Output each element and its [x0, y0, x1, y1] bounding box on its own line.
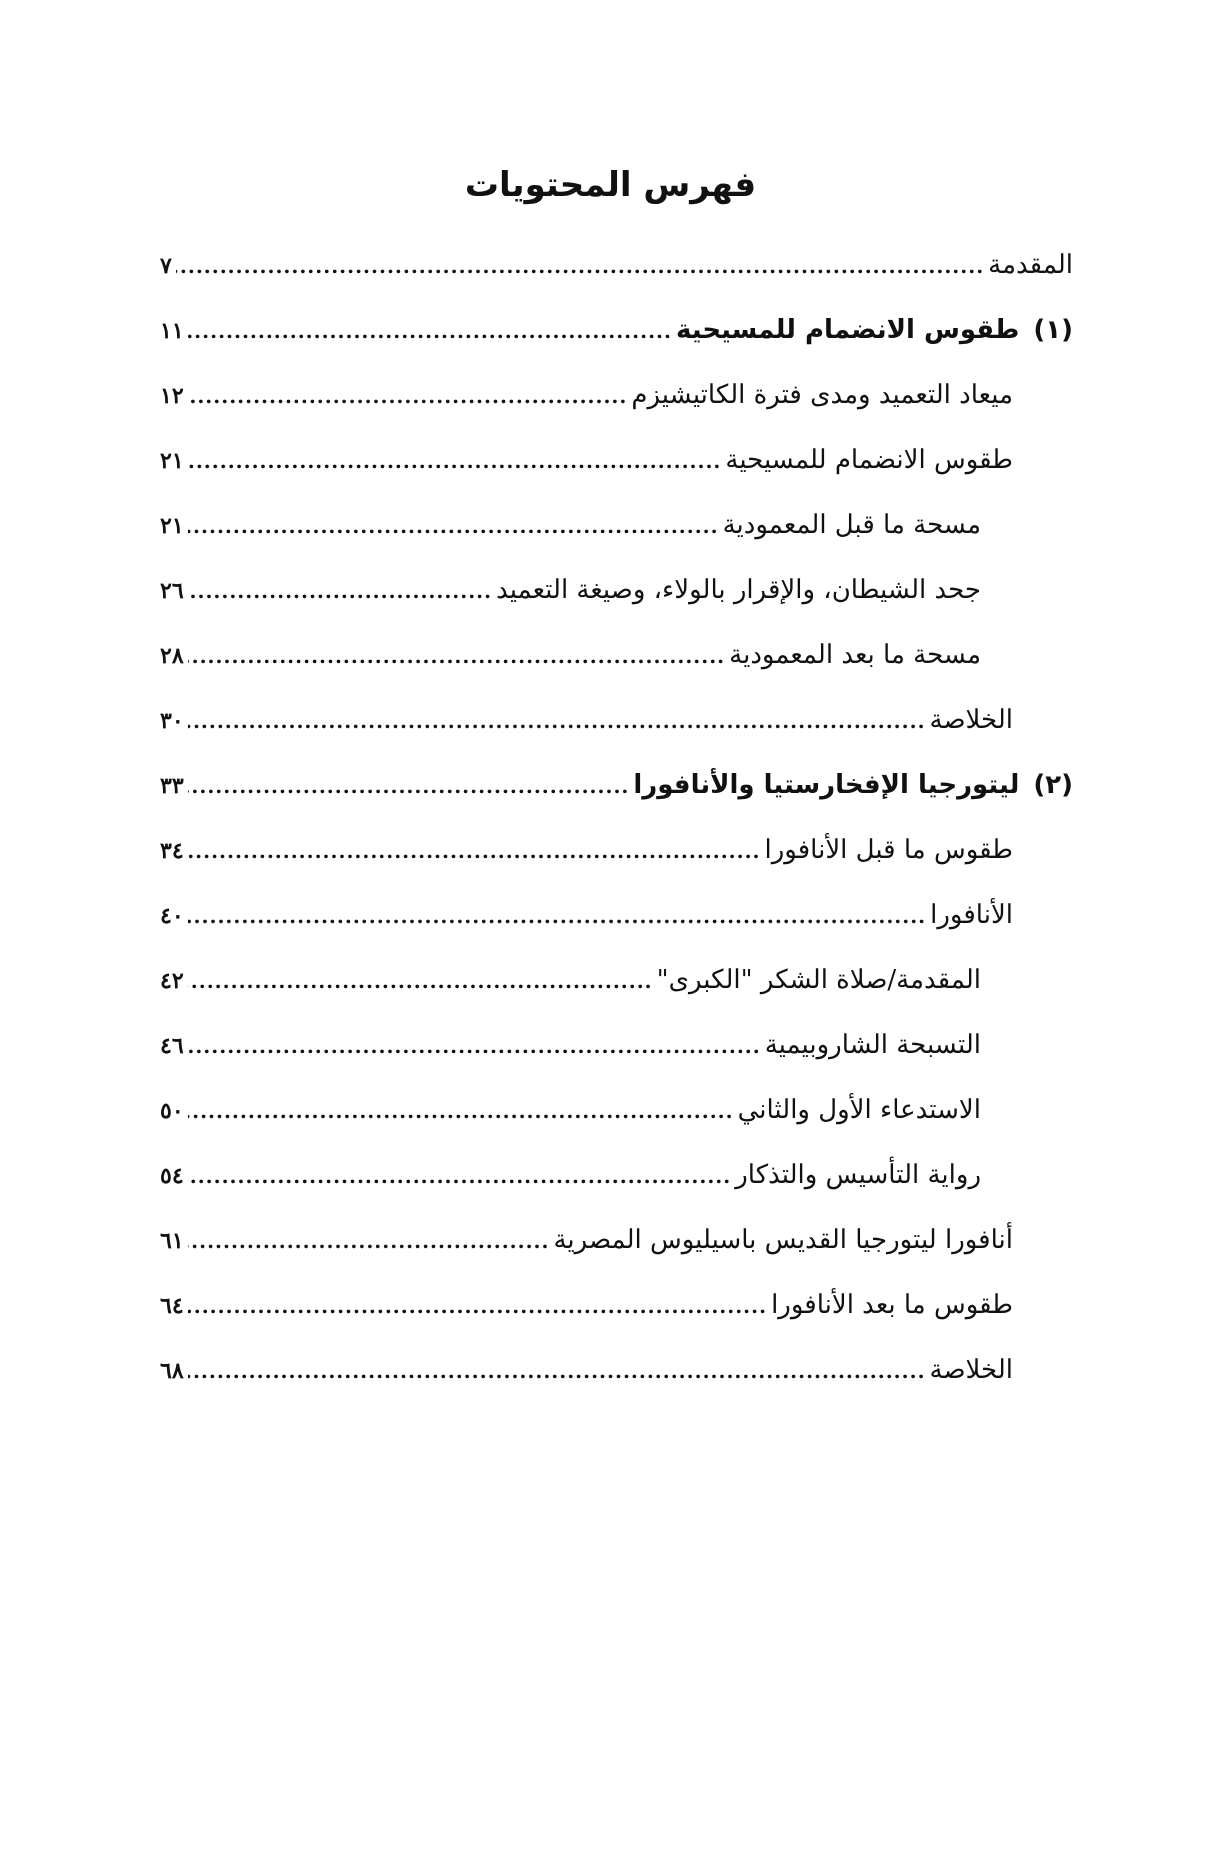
toc-entry-label: مسحة ما قبل المعمودية — [722, 510, 981, 540]
toc-entry[interactable] — [160, 565, 981, 615]
dot-leader — [188, 1281, 767, 1331]
toc-chapter-entry[interactable] — [160, 305, 1073, 355]
toc-entry-page: ١١ — [160, 318, 184, 344]
toc-chapter-entry[interactable] — [160, 760, 1073, 810]
toc-entry-label: جحد الشيطان، والإقرار بالولاء، وصيغة التعميد — [496, 575, 981, 605]
dot-leader — [188, 826, 761, 876]
chapter-number: (٢) — [1033, 770, 1073, 800]
toc-entry-page: ٣٣ — [160, 773, 184, 799]
toc-entry-page: ٢٨ — [160, 643, 184, 669]
toc-entry-label: مسحة ما بعد المعمودية — [729, 640, 981, 670]
toc-entry[interactable] — [160, 1020, 981, 1070]
toc-entry[interactable] — [160, 695, 1013, 745]
toc-entry-label: الأنافورا — [930, 900, 1013, 930]
toc-entry-page: ٣٠ — [160, 708, 184, 734]
toc-entry-page: ١٢ — [160, 383, 184, 409]
toc-entry-page: ٤٢ — [160, 968, 184, 994]
dot-leader — [188, 306, 672, 356]
toc-entry-page: ٣٤ — [160, 838, 184, 864]
chapter-number: (١) — [1033, 315, 1073, 345]
toc-entry-label: الخلاصة — [929, 1355, 1013, 1385]
dot-leader — [188, 891, 927, 941]
toc-entry-page: ٢١ — [160, 513, 184, 539]
dot-leader — [188, 956, 653, 1006]
toc-entry-page: ٦٤ — [160, 1293, 184, 1319]
toc-entry[interactable] — [160, 890, 1013, 940]
toc-entry[interactable] — [160, 435, 1013, 485]
toc-entry-label: ميعاد التعميد ومدى فترة الكاتيشيزم — [631, 380, 1013, 410]
toc-entry-label: أنافورا ليتورجيا القديس باسيليوس المصرية — [553, 1225, 1013, 1255]
toc-entry[interactable] — [160, 630, 981, 680]
toc-entry-page: ٧ — [160, 253, 172, 279]
dot-leader — [188, 566, 492, 616]
toc-entry[interactable] — [160, 825, 1013, 875]
toc-entry-page: ٦١ — [160, 1228, 184, 1254]
toc-entry-label: الخلاصة — [929, 705, 1013, 735]
dot-leader — [188, 1216, 550, 1266]
toc-entry-page: ٦٨ — [160, 1358, 184, 1384]
toc-entry-page: ٤٦ — [160, 1033, 184, 1059]
toc-entry[interactable] — [160, 370, 1013, 420]
toc-entry-page: ٥٠ — [160, 1098, 184, 1124]
toc-entry[interactable] — [160, 1280, 1013, 1330]
page-title: فهرس المحتويات — [464, 165, 757, 205]
toc-entry-label: التسبحة الشاروبيمية — [764, 1030, 981, 1060]
toc-entry-page: ٢٦ — [160, 578, 184, 604]
dot-leader — [188, 1346, 926, 1396]
toc-entry-label: طقوس ما قبل الأنافورا — [764, 835, 1013, 865]
toc-entry-label: المقدمة — [988, 250, 1073, 280]
dot-leader — [188, 1086, 734, 1136]
toc-entry-label: المقدمة/صلاة الشكر "الكبرى" — [656, 965, 981, 995]
dot-leader — [188, 501, 719, 551]
toc-entry[interactable] — [160, 1215, 1013, 1265]
toc-entry[interactable] — [160, 500, 981, 550]
toc-entry[interactable] — [160, 1345, 1013, 1395]
toc-entry-label: طقوس ما بعد الأنافورا — [771, 1290, 1013, 1320]
toc-entry[interactable] — [160, 955, 981, 1005]
toc-entry-page: ٤٠ — [160, 903, 184, 929]
toc-entry[interactable] — [160, 1085, 981, 1135]
dot-leader — [188, 761, 630, 811]
toc-entry[interactable] — [160, 240, 1073, 290]
dot-leader — [188, 1021, 761, 1071]
dot-leader — [176, 241, 984, 291]
toc-entry-label: طقوس الانضمام للمسيحية — [725, 445, 1013, 475]
dot-leader — [188, 1151, 732, 1201]
toc-entry-label: الاستدعاء الأول والثاني — [737, 1095, 981, 1125]
dot-leader — [188, 631, 726, 681]
toc-entry[interactable] — [160, 1150, 981, 1200]
toc-entry-page: ٢١ — [160, 448, 184, 474]
toc-entry-label: طقوس الانضمام للمسيحية — [675, 315, 1020, 345]
dot-leader — [188, 696, 926, 746]
dot-leader — [188, 436, 722, 486]
toc-entry-label: ليتورجيا الإفخارستيا والأنافورا — [633, 770, 1020, 800]
dot-leader — [188, 371, 628, 421]
toc-entry-label: رواية التأسيس والتذكار — [735, 1160, 981, 1190]
toc-entry-page: ٥٤ — [160, 1163, 184, 1189]
